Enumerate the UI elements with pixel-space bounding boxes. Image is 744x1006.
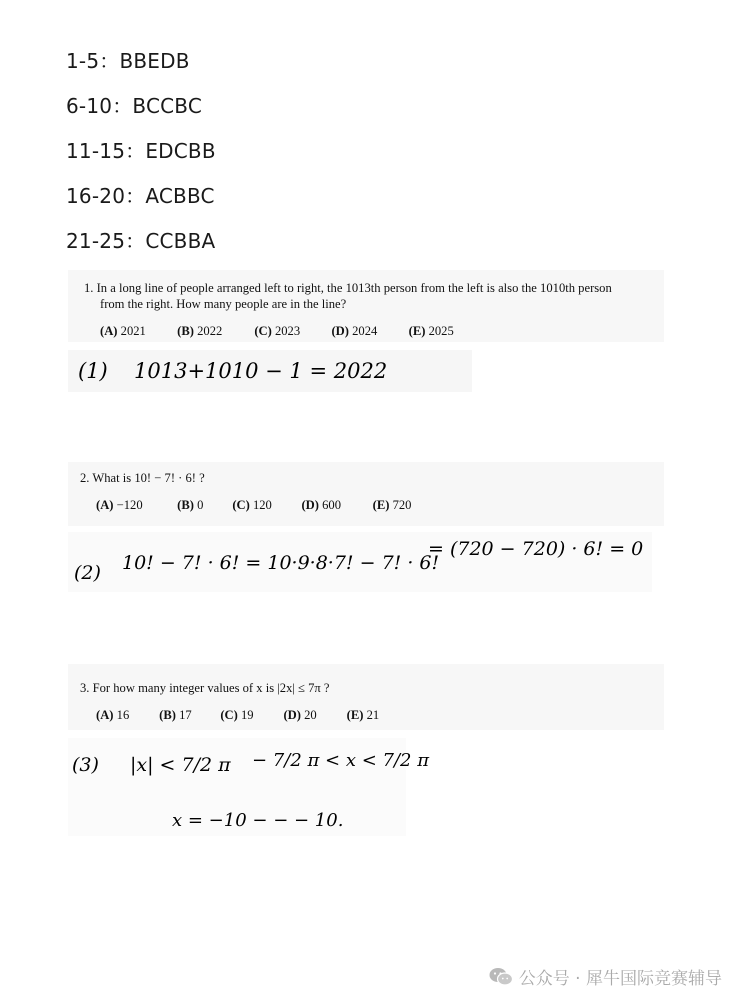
handwriting-3-conclusion: x = −10 − − − 10. (172, 810, 344, 831)
handwriting-2-label: (2) (74, 562, 101, 584)
question-1-line1: 1. In a long line of people arranged left to right, the 1013th person from the left is also the 1010th person (84, 281, 612, 295)
watermark-text: 公众号 · 犀牛国际竞赛辅导 (518, 969, 722, 989)
watermark (489, 964, 722, 989)
question-1-box (68, 270, 664, 342)
question-2-line1: 2. What is 10! − 7! · 6! ? (80, 471, 205, 485)
question-3-choices: (A) 16 (B) 17 (C) 19 (D) 20 (E) 21 (96, 708, 380, 722)
handwriting-3-area (68, 738, 430, 836)
handwriting-2-area (68, 532, 652, 592)
handwriting-1-label: (1) (78, 359, 108, 383)
wechat-icon (489, 967, 513, 987)
handwriting-2-result: = (720 − 720) · 6! = 0 (428, 538, 644, 560)
handwriting-3-label: (3) (72, 754, 99, 776)
answer-key-line: 11-15：EDCBB (66, 139, 216, 163)
handwriting-1-area (68, 350, 472, 392)
handwriting-3-work-2: − 7/2 π < x < 7/2 π (252, 750, 430, 771)
answer-key-line: 6-10：BCCBC (66, 94, 203, 118)
answer-key-line: 21-25：CCBBA (66, 229, 216, 253)
handwriting-1-work: 1013+1010 − 1 = 2022 (134, 359, 388, 383)
question-3-box (68, 664, 664, 730)
answer-key-line: 16-20：ACBBC (66, 184, 215, 208)
question-1-choices: (A) 2021 (B) 2022 (C) 2023 (D) 2024 (E) 2025 (100, 324, 454, 338)
answer-key-line: 1-5：BBEDB (66, 49, 190, 73)
question-2-choices: (A) −120 (B) 0 (C) 120 (D) 600 (E) 720 (96, 498, 412, 512)
question-2-box (68, 462, 664, 526)
handwriting-2-work: 10! − 7! · 6! = 10·9·8·7! − 7! · 6! (122, 552, 440, 574)
handwriting-3-work-1: |x| < 7/2 π (130, 754, 231, 776)
question-3-line1: 3. For how many integer values of x is |2x| ≤ 7π ? (80, 681, 330, 695)
question-1-line2: from the right. How many people are in the line? (100, 297, 347, 311)
